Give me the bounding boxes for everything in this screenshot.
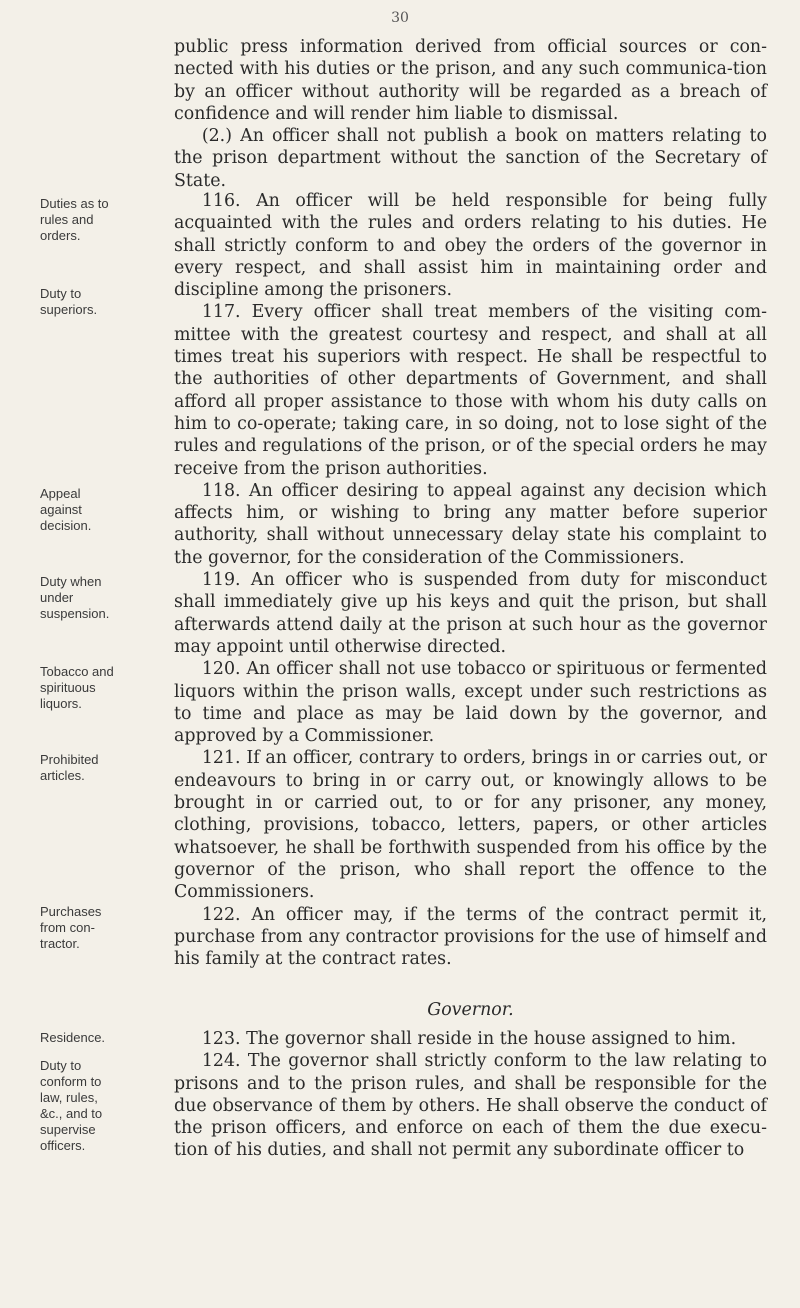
paragraph-119: 119. An officer who is suspended from duty for misconduct shall immediately give up his keys and quit the prison, but shall afterwards attend daily at the prison at such hour as the governor may appoint until otherwise directed.	[174, 570, 767, 657]
margin-note-duty-superiors: Duty to superiors.	[40, 286, 98, 317]
body-block-2	[174, 190, 767, 970]
body-block-3	[174, 1028, 767, 1162]
section-heading-governor: Governor.	[427, 1000, 514, 1020]
body-block-1	[174, 36, 767, 192]
margin-note-prohibited: Prohibited articles.	[40, 752, 99, 783]
margin-note-residence: Residence.	[40, 1030, 106, 1045]
margin-note-duties-rules: Duties as to rules and orders.	[40, 196, 109, 243]
margin-note-duty-law: Duty to conform to law, rules, &c., and to supervise officers.	[40, 1058, 103, 1153]
paragraph-120: 120. An officer shall not use tobacco or spirituous or fermented liquors within the prison walls, except under such restrictions as to time and place as may be laid down by the governor, and approved by a Commissioner.	[174, 659, 767, 747]
paragraph-118: 118. An officer desiring to appeal against any decision which affects him, or wishing to bring any matter before superior authority, shall without unnecessary delay state his complaint to the governor, for the consideration of the Commissioners.	[174, 480, 767, 568]
paragraph-122: 122. An officer may, if the terms of the contract permit it, purchase from any contractor provisions for the use of himself and his family at the contract rates.	[174, 904, 767, 970]
page-number: 30	[391, 10, 409, 26]
paragraph-sub-2: (2.) An officer shall not publish a book on matters relating to the prison department without the sanction of the Secretary of State.	[174, 126, 767, 191]
paragraph-123: 123. The governor shall reside in the house assigned to him.	[201, 1029, 737, 1049]
margin-note-purchases: Purchases from con-tractor.	[40, 904, 102, 951]
paragraph-continued: public press information derived from official sources or con-nected with his duties or the prison, and any such communica-tion by an officer without authority will be regarded as a breach of confidence and will render him liable to dismissal.	[174, 37, 767, 124]
paragraph-124: 124. The governor shall strictly conform to the law relating to prisons and to the prison rules, and shall be responsible for the due observance of them by others. He shall observe the conduct of the prison officers, and enforce on each of them the due execu-tion of his duties, and shall not permit any subordinate officer to	[174, 1051, 767, 1161]
paragraph-117: 117. Every officer shall treat members of the visiting com-mittee with the greatest courtesy and respect, and shall at all times treat his superiors with respect. He shall be respectful to the authorities of other departments of Government, and shall afford all proper assistance to those with whom his duty calls on him to co-operate; taking care, in so doing, not to lose sight of the rules and regulations of the prison, or of the special orders he may receive from the prison authorities.	[174, 302, 767, 479]
paragraph-121: 121. If an officer, contrary to orders, brings in or carries out, or endeavours to bring in or carry out, or knowingly allows to be brought in or carried out, to or for any prisoner, any money, clothing, provisions, tobacco, letters, papers, or other articles whatsoever, he shall be forthwith suspended from his office by the governor of the prison, who shall report the offence to the Commissioners.	[174, 748, 767, 903]
margin-note-suspension: Duty when under suspension.	[40, 574, 110, 621]
paragraph-116: 116. An officer will be held responsible for being fully acquainted with the rules and orders relating to his duties. He shall strictly conform to and obey the orders of the governor in every respect, and shall assist him in maintaining order and discipline among the prisoners.	[174, 191, 767, 301]
margin-note-tobacco: Tobacco and spirituous liquors.	[40, 664, 114, 711]
margin-note-appeal: Appeal against decision.	[40, 486, 92, 533]
